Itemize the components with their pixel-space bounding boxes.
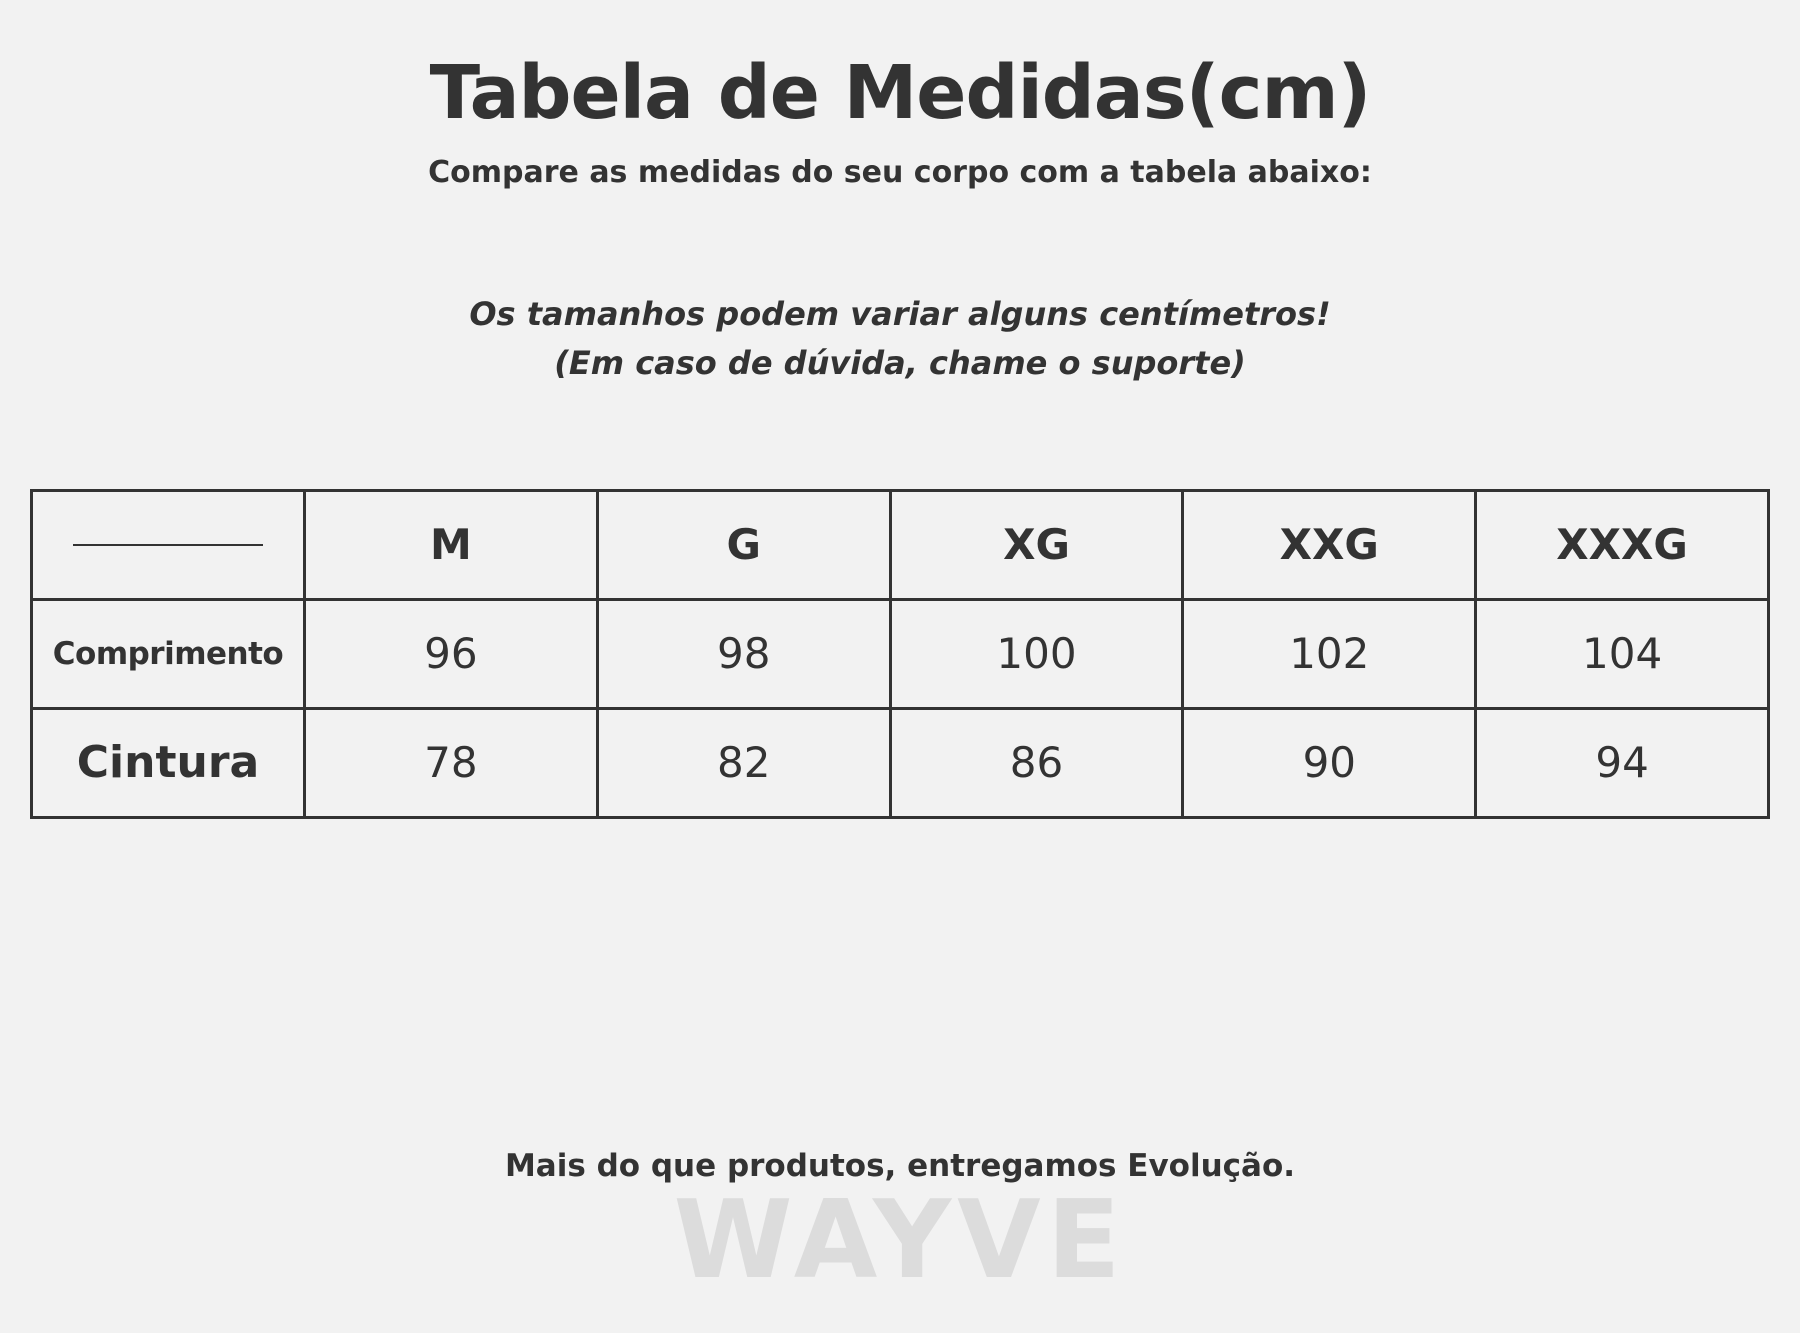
- brand-watermark: WAYVE: [673, 1178, 1127, 1303]
- dash-icon: [73, 544, 263, 546]
- table-corner-cell: [32, 490, 305, 599]
- column-header-xg: XG: [890, 490, 1183, 599]
- notice-line-1: Os tamanhos podem variar alguns centímetros!: [469, 294, 1331, 333]
- cell-comprimento-g: 98: [597, 599, 890, 708]
- cell-cintura-xxxg: 94: [1476, 708, 1769, 817]
- row-label-comprimento: Comprimento: [32, 599, 305, 708]
- table-header-row: [32, 490, 1769, 599]
- cell-comprimento-m: 96: [305, 599, 598, 708]
- column-header-g: G: [597, 490, 890, 599]
- column-header-m: M: [305, 490, 598, 599]
- cell-cintura-m: 78: [305, 708, 598, 817]
- footer: [0, 1003, 1800, 1333]
- notice-line-2: (Em caso de dúvida, chame o suporte): [554, 344, 1246, 383]
- cell-cintura-xg: 86: [890, 708, 1183, 817]
- size-table-body: [32, 599, 1769, 817]
- cell-comprimento-xg: 100: [890, 599, 1183, 708]
- cell-cintura-xxg: 90: [1183, 708, 1476, 817]
- size-table: [30, 489, 1770, 819]
- cell-comprimento-xxxg: 104: [1476, 599, 1769, 708]
- page-title: Tabela de Medidas(cm): [429, 50, 1371, 136]
- page-subtitle: Compare as medidas do seu corpo com a tabela abaixo:: [428, 154, 1372, 190]
- table-row: [32, 708, 1769, 817]
- size-table-header: [32, 490, 1769, 599]
- column-header-xxg: XXG: [1183, 490, 1476, 599]
- column-header-xxxg: XXXG: [1476, 490, 1769, 599]
- cell-cintura-g: 82: [597, 708, 890, 817]
- notice-block: [0, 190, 1800, 389]
- size-table-wrap: [30, 389, 1770, 819]
- cell-comprimento-xxg: 102: [1183, 599, 1476, 708]
- table-row: [32, 599, 1769, 708]
- row-label-cintura: Cintura: [32, 708, 305, 817]
- footer-slogan: Mais do que produtos, entregamos Evolução.: [504, 1148, 1296, 1184]
